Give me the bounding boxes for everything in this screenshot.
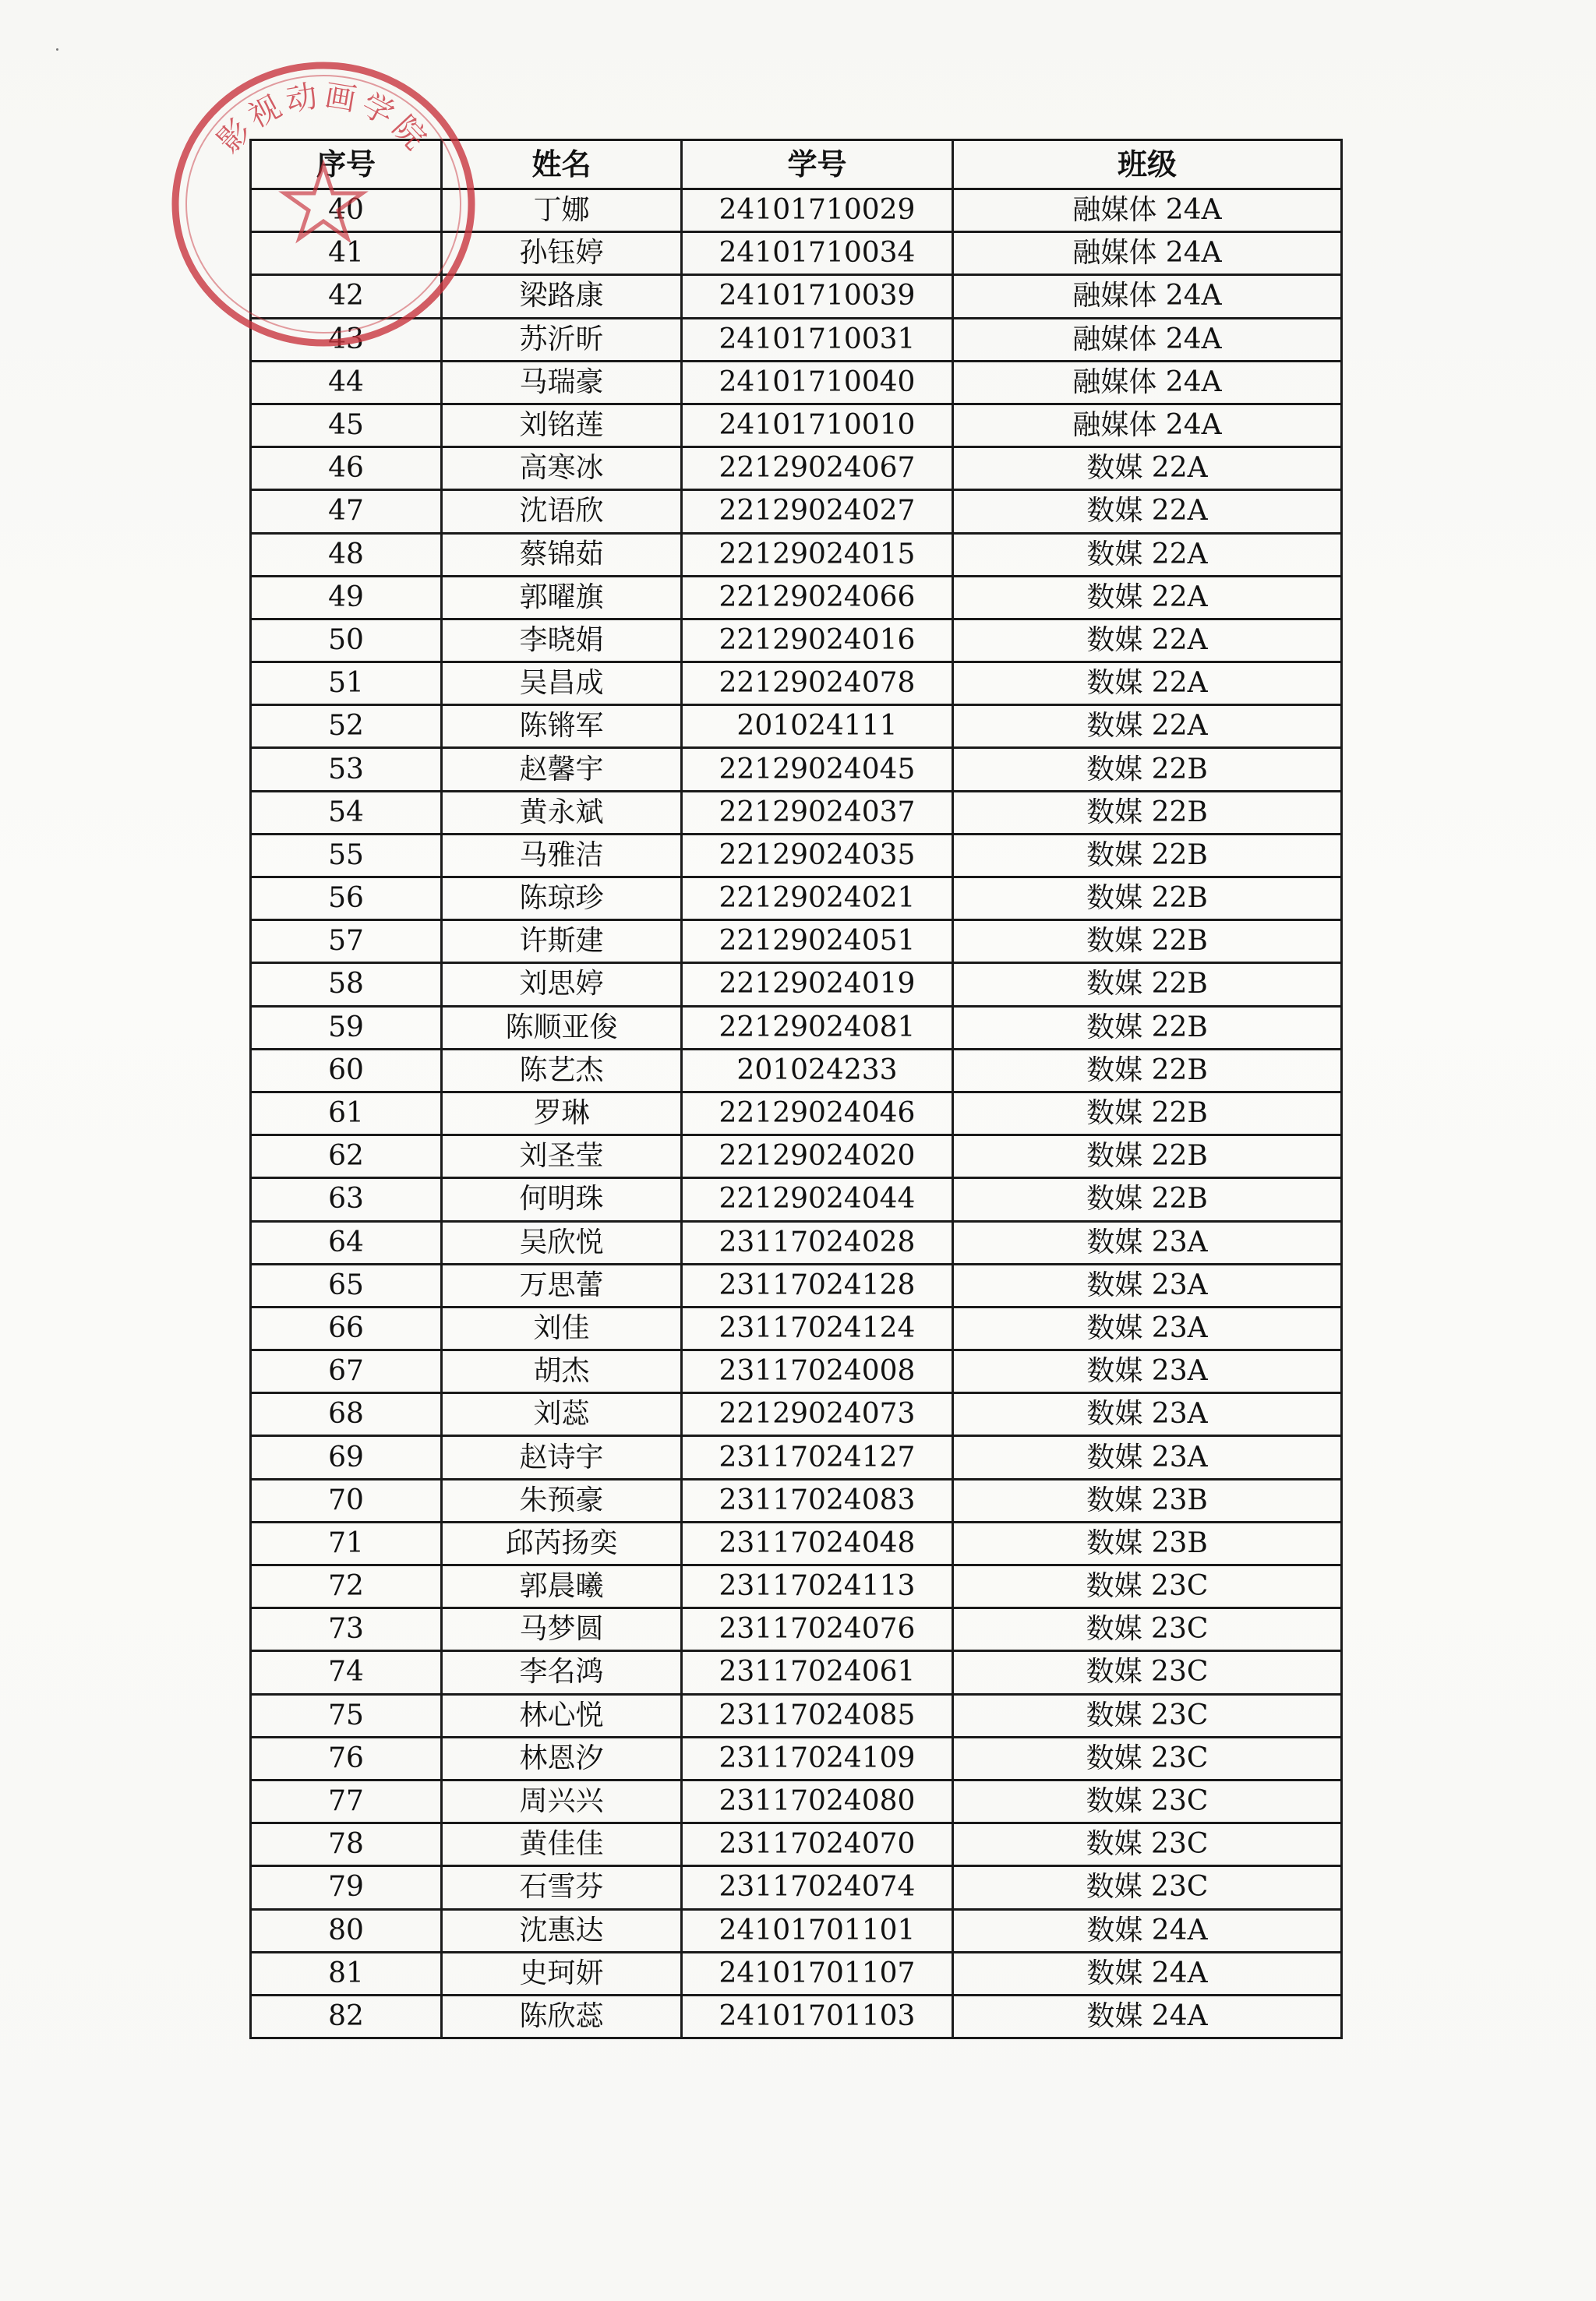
row-name: 刘佳 <box>442 1307 682 1350</box>
header-class: 班级 <box>953 140 1342 189</box>
row-student-id: 22129024073 <box>682 1393 953 1436</box>
table-row <box>251 1178 1342 1221</box>
row-name: 郭晨曦 <box>442 1565 682 1608</box>
row-no: 55 <box>251 834 442 877</box>
row-no: 72 <box>251 1565 442 1608</box>
row-class: 数媒 23B <box>953 1522 1342 1565</box>
row-student-id: 22129024051 <box>682 920 953 963</box>
row-class: 融媒体 24A <box>953 318 1342 361</box>
row-name: 黄佳佳 <box>442 1823 682 1866</box>
row-class: 数媒 22B <box>953 791 1342 834</box>
row-class: 数媒 22B <box>953 1049 1342 1092</box>
row-no: 80 <box>251 1909 442 1952</box>
row-name: 陈顺亚俊 <box>442 1006 682 1049</box>
row-name: 李晓娟 <box>442 619 682 662</box>
row-student-id: 201024111 <box>682 705 953 748</box>
table-row <box>251 275 1342 318</box>
row-student-id: 22129024045 <box>682 748 953 791</box>
row-no: 44 <box>251 361 442 404</box>
table-row <box>251 1006 1342 1049</box>
table-row <box>251 877 1342 920</box>
row-student-id: 23117024076 <box>682 1608 953 1651</box>
row-student-id: 24101710039 <box>682 275 953 318</box>
row-class: 数媒 22B <box>953 963 1342 1006</box>
row-no: 67 <box>251 1350 442 1393</box>
table-row <box>251 318 1342 361</box>
row-no: 74 <box>251 1651 442 1694</box>
row-student-id: 22129024015 <box>682 533 953 576</box>
row-no: 54 <box>251 791 442 834</box>
row-name: 李名鸿 <box>442 1651 682 1694</box>
row-student-id: 23117024061 <box>682 1651 953 1694</box>
table-row <box>251 1866 1342 1909</box>
row-name: 吴昌成 <box>442 662 682 705</box>
row-class: 数媒 23A <box>953 1307 1342 1350</box>
row-name: 黄永斌 <box>442 791 682 834</box>
table-row <box>251 1135 1342 1178</box>
row-class: 数媒 22B <box>953 748 1342 791</box>
row-class: 融媒体 24A <box>953 189 1342 232</box>
table-row <box>251 1608 1342 1651</box>
table-row <box>251 1522 1342 1565</box>
row-no: 56 <box>251 877 442 920</box>
row-no: 40 <box>251 189 442 232</box>
row-student-id: 22129024078 <box>682 662 953 705</box>
row-student-id: 23117024048 <box>682 1522 953 1565</box>
row-class: 数媒 23C <box>953 1608 1342 1651</box>
row-class: 数媒 23C <box>953 1780 1342 1823</box>
table-row <box>251 447 1342 490</box>
row-name: 刘蕊 <box>442 1393 682 1436</box>
table-row <box>251 1049 1342 1092</box>
row-student-id: 22129024066 <box>682 576 953 619</box>
row-no: 57 <box>251 920 442 963</box>
row-class: 数媒 24A <box>953 1909 1342 1952</box>
row-class: 数媒 22B <box>953 1092 1342 1135</box>
table-row <box>251 1350 1342 1393</box>
header-name: 姓名 <box>442 140 682 189</box>
row-class: 数媒 23C <box>953 1866 1342 1909</box>
row-no: 76 <box>251 1737 442 1780</box>
row-student-id: 22129024035 <box>682 834 953 877</box>
row-name: 马瑞豪 <box>442 361 682 404</box>
row-no: 51 <box>251 662 442 705</box>
row-student-id: 22129024027 <box>682 490 953 533</box>
table-row <box>251 1479 1342 1522</box>
row-student-id: 24101710031 <box>682 318 953 361</box>
row-class: 数媒 23C <box>953 1694 1342 1737</box>
table-row <box>251 1221 1342 1264</box>
row-name: 周兴兴 <box>442 1780 682 1823</box>
row-class: 数媒 23A <box>953 1393 1342 1436</box>
row-student-id: 23117024124 <box>682 1307 953 1350</box>
row-no: 52 <box>251 705 442 748</box>
row-student-id: 24101701101 <box>682 1909 953 1952</box>
row-no: 47 <box>251 490 442 533</box>
table-row <box>251 490 1342 533</box>
row-no: 63 <box>251 1178 442 1221</box>
row-no: 77 <box>251 1780 442 1823</box>
row-class: 数媒 22B <box>953 834 1342 877</box>
row-class: 数媒 23B <box>953 1479 1342 1522</box>
row-name: 陈琼珍 <box>442 877 682 920</box>
row-student-id: 201024233 <box>682 1049 953 1092</box>
table-body <box>251 189 1342 2038</box>
row-no: 46 <box>251 447 442 490</box>
row-class: 融媒体 24A <box>953 232 1342 275</box>
row-student-id: 24101710040 <box>682 361 953 404</box>
row-name: 赵诗宇 <box>442 1436 682 1479</box>
row-no: 62 <box>251 1135 442 1178</box>
row-name: 罗琳 <box>442 1092 682 1135</box>
row-class: 数媒 22A <box>953 619 1342 662</box>
row-no: 42 <box>251 275 442 318</box>
row-no: 73 <box>251 1608 442 1651</box>
row-no: 45 <box>251 404 442 446</box>
row-no: 78 <box>251 1823 442 1866</box>
row-student-id: 24101710034 <box>682 232 953 275</box>
row-name: 马梦圆 <box>442 1608 682 1651</box>
row-student-id: 22129024037 <box>682 791 953 834</box>
table-row <box>251 1995 1342 2038</box>
row-name: 丁娜 <box>442 189 682 232</box>
row-no: 48 <box>251 533 442 576</box>
row-name: 沈语欣 <box>442 490 682 533</box>
row-no: 60 <box>251 1049 442 1092</box>
row-class: 数媒 22A <box>953 490 1342 533</box>
table-row <box>251 1651 1342 1694</box>
row-class: 融媒体 24A <box>953 275 1342 318</box>
row-no: 49 <box>251 576 442 619</box>
row-class: 数媒 23C <box>953 1737 1342 1780</box>
table-row <box>251 834 1342 877</box>
table-row <box>251 1823 1342 1866</box>
row-student-id: 24101710010 <box>682 404 953 446</box>
table-row <box>251 232 1342 275</box>
row-name: 吴欣悦 <box>442 1221 682 1264</box>
table-row <box>251 1737 1342 1780</box>
row-name: 刘圣莹 <box>442 1135 682 1178</box>
row-class: 数媒 22A <box>953 705 1342 748</box>
table-row <box>251 1952 1342 1995</box>
row-no: 75 <box>251 1694 442 1737</box>
row-student-id: 24101710029 <box>682 189 953 232</box>
row-no: 66 <box>251 1307 442 1350</box>
row-student-id: 22129024019 <box>682 963 953 1006</box>
row-no: 82 <box>251 1995 442 2038</box>
row-class: 数媒 22A <box>953 576 1342 619</box>
student-roster-table <box>249 139 1343 2039</box>
row-class: 数媒 23C <box>953 1651 1342 1694</box>
row-class: 数媒 22B <box>953 1006 1342 1049</box>
row-class: 融媒体 24A <box>953 361 1342 404</box>
row-student-id: 23117024074 <box>682 1866 953 1909</box>
table-row <box>251 1092 1342 1135</box>
row-class: 数媒 23A <box>953 1350 1342 1393</box>
table-row <box>251 662 1342 705</box>
row-name: 苏沂昕 <box>442 318 682 361</box>
row-class: 数媒 23C <box>953 1565 1342 1608</box>
row-student-id: 23117024127 <box>682 1436 953 1479</box>
row-name: 刘铭莲 <box>442 404 682 446</box>
row-name: 许斯建 <box>442 920 682 963</box>
row-student-id: 23117024128 <box>682 1264 953 1307</box>
row-name: 马雅洁 <box>442 834 682 877</box>
row-student-id: 23117024008 <box>682 1350 953 1393</box>
row-name: 胡杰 <box>442 1350 682 1393</box>
row-class: 数媒 22A <box>953 447 1342 490</box>
header-student-id: 学号 <box>682 140 953 189</box>
row-class: 数媒 24A <box>953 1952 1342 1995</box>
table-row <box>251 705 1342 748</box>
row-name: 孙钰婷 <box>442 232 682 275</box>
row-class: 数媒 22B <box>953 877 1342 920</box>
row-student-id: 24101701107 <box>682 1952 953 1995</box>
row-name: 郭曜旗 <box>442 576 682 619</box>
row-class: 数媒 22B <box>953 1135 1342 1178</box>
table-row <box>251 576 1342 619</box>
row-no: 69 <box>251 1436 442 1479</box>
row-student-id: 22129024021 <box>682 877 953 920</box>
row-student-id: 22129024046 <box>682 1092 953 1135</box>
header-no: 序号 <box>251 140 442 189</box>
table-row <box>251 1565 1342 1608</box>
table-row <box>251 748 1342 791</box>
row-no: 65 <box>251 1264 442 1307</box>
table-row <box>251 1909 1342 1952</box>
table-row <box>251 1264 1342 1307</box>
row-name: 梁路康 <box>442 275 682 318</box>
row-no: 70 <box>251 1479 442 1522</box>
row-class: 数媒 22B <box>953 920 1342 963</box>
row-student-id: 23117024080 <box>682 1780 953 1823</box>
row-student-id: 23117024109 <box>682 1737 953 1780</box>
table-row <box>251 361 1342 404</box>
row-class: 数媒 22A <box>953 662 1342 705</box>
table-row <box>251 1436 1342 1479</box>
table-row <box>251 189 1342 232</box>
row-name: 高寒冰 <box>442 447 682 490</box>
row-name: 陈锵军 <box>442 705 682 748</box>
row-no: 71 <box>251 1522 442 1565</box>
row-student-id: 23117024085 <box>682 1694 953 1737</box>
table-row <box>251 404 1342 446</box>
row-no: 53 <box>251 748 442 791</box>
row-no: 79 <box>251 1866 442 1909</box>
row-no: 50 <box>251 619 442 662</box>
scan-speck <box>56 48 58 51</box>
row-no: 68 <box>251 1393 442 1436</box>
row-name: 何明珠 <box>442 1178 682 1221</box>
row-name: 蔡锦茹 <box>442 533 682 576</box>
row-student-id: 24101701103 <box>682 1995 953 2038</box>
row-no: 61 <box>251 1092 442 1135</box>
table-row <box>251 791 1342 834</box>
row-student-id: 22129024081 <box>682 1006 953 1049</box>
table-row <box>251 1780 1342 1823</box>
row-class: 数媒 23C <box>953 1823 1342 1866</box>
row-class: 融媒体 24A <box>953 404 1342 446</box>
row-student-id: 23117024083 <box>682 1479 953 1522</box>
row-class: 数媒 23A <box>953 1436 1342 1479</box>
row-name: 陈欣蕊 <box>442 1995 682 2038</box>
row-name: 陈艺杰 <box>442 1049 682 1092</box>
row-student-id: 22129024020 <box>682 1135 953 1178</box>
row-name: 赵馨宇 <box>442 748 682 791</box>
row-no: 64 <box>251 1221 442 1264</box>
row-name: 万思蕾 <box>442 1264 682 1307</box>
row-no: 81 <box>251 1952 442 1995</box>
row-name: 林恩汐 <box>442 1737 682 1780</box>
table-row <box>251 1307 1342 1350</box>
row-class: 数媒 22A <box>953 533 1342 576</box>
table-row <box>251 533 1342 576</box>
row-name: 朱预豪 <box>442 1479 682 1522</box>
table-row <box>251 920 1342 963</box>
row-student-id: 23117024113 <box>682 1565 953 1608</box>
table-row <box>251 1694 1342 1737</box>
row-no: 58 <box>251 963 442 1006</box>
table-row <box>251 1393 1342 1436</box>
row-name: 邱芮扬奕 <box>442 1522 682 1565</box>
table-row <box>251 963 1342 1006</box>
row-name: 刘思婷 <box>442 963 682 1006</box>
row-student-id: 23117024028 <box>682 1221 953 1264</box>
row-student-id: 22129024067 <box>682 447 953 490</box>
table-header-row <box>251 140 1342 189</box>
row-student-id: 22129024016 <box>682 619 953 662</box>
row-no: 41 <box>251 232 442 275</box>
row-class: 数媒 22B <box>953 1178 1342 1221</box>
row-class: 数媒 24A <box>953 1995 1342 2038</box>
row-name: 沈惠达 <box>442 1909 682 1952</box>
row-name: 林心悦 <box>442 1694 682 1737</box>
row-no: 59 <box>251 1006 442 1049</box>
row-student-id: 23117024070 <box>682 1823 953 1866</box>
row-name: 史珂妍 <box>442 1952 682 1995</box>
seal-text: 影视动画学院 <box>210 77 436 161</box>
row-no: 43 <box>251 318 442 361</box>
row-student-id: 22129024044 <box>682 1178 953 1221</box>
row-name: 石雪芬 <box>442 1866 682 1909</box>
row-class: 数媒 23A <box>953 1264 1342 1307</box>
row-class: 数媒 23A <box>953 1221 1342 1264</box>
table-row <box>251 619 1342 662</box>
